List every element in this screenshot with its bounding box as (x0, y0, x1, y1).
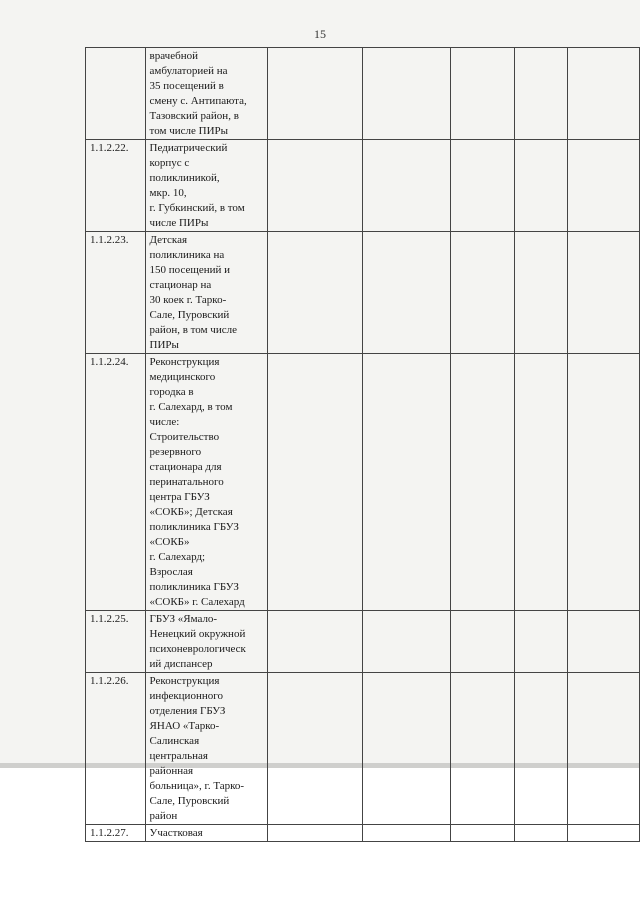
row-number: 1.1.2.27. (86, 825, 146, 842)
empty-cell (268, 825, 362, 842)
row-number: 1.1.2.24. (86, 354, 146, 611)
empty-cell (567, 354, 639, 611)
document-table (85, 47, 640, 842)
empty-cell (514, 48, 567, 140)
row-name: Реконструкция медицинского городка в г. Салехард, в том числе: Строительство резервного стационара для перинатального центра ГБУЗ «СОКБ»; Детская поликлиника ГБУЗ «СОКБ» г. Салехард; Взрослая поликлиника ГБУЗ «СОКБ» г. Салехард (145, 354, 268, 611)
empty-cell (268, 48, 362, 140)
empty-cell (268, 354, 362, 611)
row-name: Реконструкция инфекционного отделения ГБУЗ ЯНАО «Тарко- Салинская центральная районная больница», г. Тарко- Сале, Пуровский район (145, 673, 268, 825)
empty-cell (514, 825, 567, 842)
empty-cell (567, 825, 639, 842)
row-number (86, 48, 146, 140)
empty-cell (451, 611, 515, 673)
empty-cell (567, 48, 639, 140)
empty-cell (268, 611, 362, 673)
empty-cell (362, 611, 450, 673)
empty-cell (451, 232, 515, 354)
page-number: 15 (314, 27, 326, 41)
row-name: ГБУЗ «Ямало- Ненецкий окружной психоневрологическ ий диспансер (145, 611, 268, 673)
empty-cell (451, 673, 515, 825)
table-row (86, 611, 640, 673)
table-row (86, 232, 640, 354)
empty-cell (268, 673, 362, 825)
empty-cell (268, 140, 362, 232)
table-row (86, 673, 640, 825)
empty-cell (268, 232, 362, 354)
empty-cell (567, 140, 639, 232)
empty-cell (514, 232, 567, 354)
empty-cell (567, 232, 639, 354)
row-name: Участковая (145, 825, 268, 842)
empty-cell (362, 673, 450, 825)
empty-cell (567, 611, 639, 673)
empty-cell (362, 232, 450, 354)
empty-cell (514, 611, 567, 673)
empty-cell (362, 48, 450, 140)
empty-cell (514, 673, 567, 825)
table-row (86, 140, 640, 232)
row-name: Педиатрический корпус с поликлиникой, мкр. 10, г. Губкинский, в том числе ПИРы (145, 140, 268, 232)
row-name: врачебной амбулаторией на 35 посещений в смену с. Антипаюта, Тазовский район, в том числе ПИРы (145, 48, 268, 140)
table-row (86, 48, 640, 140)
row-number: 1.1.2.23. (86, 232, 146, 354)
empty-cell (451, 354, 515, 611)
empty-cell (514, 140, 567, 232)
empty-cell (451, 825, 515, 842)
row-number: 1.1.2.22. (86, 140, 146, 232)
empty-cell (362, 354, 450, 611)
empty-cell (451, 48, 515, 140)
empty-cell (514, 354, 567, 611)
empty-cell (362, 140, 450, 232)
row-name: Детская поликлиника на 150 посещений и стационар на 30 коек г. Тарко- Сале, Пуровский район, в том числе ПИРы (145, 232, 268, 354)
table-row (86, 825, 640, 842)
empty-cell (451, 140, 515, 232)
table-row (86, 354, 640, 611)
empty-cell (362, 825, 450, 842)
empty-cell (567, 673, 639, 825)
row-number: 1.1.2.26. (86, 673, 146, 825)
row-number: 1.1.2.25. (86, 611, 146, 673)
